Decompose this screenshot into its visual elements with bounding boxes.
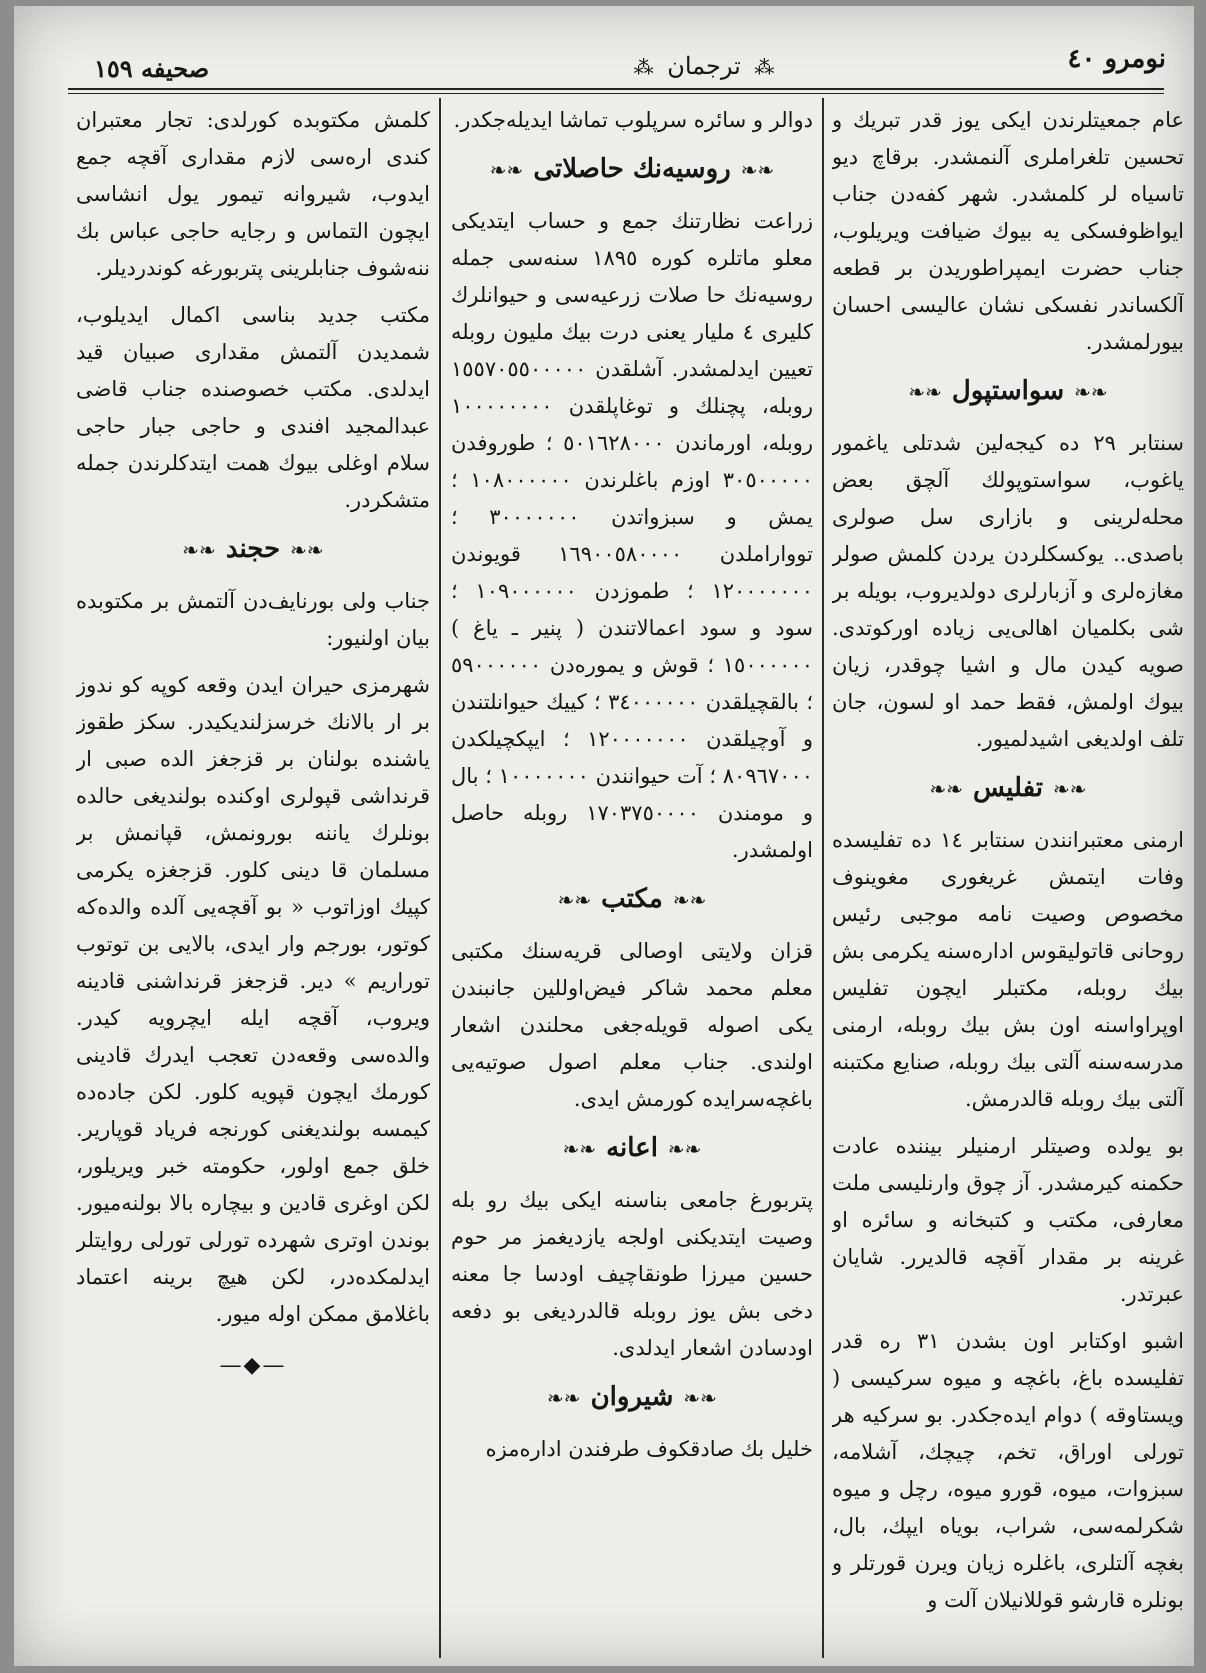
article-continuation: عام جمعیتلرندن ایکی یوز قدر تبریك و تحسین تلغراملری آلنمشدر. برقاچ دیو تاسیاه لر کلمشدر. شهر کفه‌دن جناب ایواظوفسکی یه بیوك ضیافت ویریلوب، جناب حضرت ایمپراطوریدن بر قطعه آلکساندر نفسکی نشان عالیسی احسان بیورلمشدر.: [832, 108, 1184, 354]
article-continuation: دوالر و سائره سرپلوب تماشا ایدیله‌جکدر.: [453, 108, 813, 132]
section-heading-tiflis: [832, 770, 1184, 808]
heading-ornament: ❧❧: [557, 888, 592, 912]
section-heading-shirvan: [451, 1379, 813, 1417]
heading-ornament: ❧❧: [683, 1386, 717, 1410]
newspaper-page: [14, 6, 1194, 1666]
section-heading-russia-production: [451, 151, 813, 189]
section-heading-school: [451, 881, 813, 919]
newspaper-title-text: ترجمان: [667, 52, 741, 80]
heading-text: سواستپول: [951, 376, 1065, 406]
newspaper-title: [584, 52, 824, 80]
column-left: [76, 102, 430, 1652]
heading-ornament: ❧❧: [672, 888, 707, 912]
article-paragraph: بو یولده وصیتلر ارمنیلر بیننده عادت حکمنه کیرمشدر. آز چوق وارنلیسی ملت معارفی، مکتب و کتبخانه و سائره او غرینه بر مقدار آقچه قالدیرر. شایان عبرتدر.: [832, 1134, 1184, 1306]
article-paragraph: پتربورغ جامعی بناسنه ایکی بیك رو بله وصیت ایتدیکنی اولجه یازدیغمز مر حوم حسین میرزا طونقاچیف اودسا جا معنه دخی بش یوز روبله قالدردیغی بو دفعه اودسادن اشعار ایدلدی.: [451, 1188, 813, 1360]
heading-text: اعانه: [606, 1133, 658, 1163]
section-heading-donation: [451, 1130, 813, 1168]
issue-number: نومرو ٤٠: [1067, 44, 1166, 74]
article-paragraph: سنتابر ٢٩ ده کیجه‌لین شدتلی یاغمور یاغوب، سواستوپولك آلچق بعض محله‌لرینی و بازاری سل صولری باصدی.. یوکسکلردن یردن کلمش صولر مغازه‌لری و آزبارلری دولدیروب، بویله بر شی بکلمیان اهالی‌یی زیاده اورکوتدی. صویه کیدن مال و اشیا چوقدر، زیان بیوك اولمش، فقط حمد او لسون، جان تلف اولدیغی اشیدلمیور.: [832, 431, 1184, 751]
header-rule-thin: [68, 93, 1164, 94]
article-paragraph: شهرمزی حیران ایدن وقعه کوپه کو ندوز بر ار بالانك خرسزلندیکیدر. سکز طقوز یاشنده بولنان بر قزجغز الده صبی ار قرنداشی قپولری اوکنده بولندیغی حالده بونلرك یاننه بورونمش، قپانمش بر مسلمان قا دینی کلور. قزجغزه یکرمی کپیك اوزاتوب « بو آقچه‌یی آلده والده‌که کوتور، بورجم وار ایدی، بالایی بن توتوب توراریم » دیر. قزجغز قرنداشنی قادینه ویروب، آقچه ایله ایچرویه کیدر. والده‌سی وقعه‌دن تعجب ایدرك قادینی کورمك ایچون قپویه کلور. لکن جاده‌ده کیمسه بولندیغنی کورنجه فریاد قوپاریر. خلق جمع اولور، حکومته خبر ویریلور، لکن اوغری قادین و بیچاره بالا بولنه‌میور. بوندن اوتری شهرده تورلی تورلی روایتلر ایدلمکده‌در، لکن هیچ برینه اعتماد باغلامق ممکن اوله میور.: [76, 673, 430, 1326]
heading-ornament: ❧❧: [1053, 777, 1087, 801]
heading-ornament: ❧❧: [740, 158, 775, 182]
heading-ornament: ❧❧: [182, 538, 216, 562]
section-heading-khujand: [76, 531, 430, 569]
column-divider: [439, 98, 441, 1658]
heading-ornament: ❧❧: [562, 1137, 597, 1161]
heading-ornament: ❧❧: [547, 1386, 581, 1410]
title-ornament-left: ⁂: [633, 55, 654, 79]
article-continuation: کلمش مکتوبده کورلدی: تجار معتبران کندی اره‌سی لازم مقداری آقچه جمع ایدوب، شیروانه تیمور یول انشاسی ایچون التماس و رجایه حاجی عباس بك ننه‌شوف جنابلرینی پتربورغه کوندردیلر.: [76, 108, 430, 280]
heading-text: تفلیس: [973, 773, 1043, 803]
heading-ornament: ❧❧: [290, 538, 324, 562]
article-paragraph: قزان ولایتی اوصالی قریه‌سنك مکتبی معلم محمد شاکر فیض‌اوللین جانبندن یکی اصوله قویله‌جغی محلندن اشعار اولندی. جناب معلم اصول صوتیه‌یی باغچه‌سرایده کورمش ایدی.: [451, 939, 813, 1111]
section-heading-sevastopol: [832, 373, 1184, 411]
article-paragraph: خلیل بك صادقکوف طرفندن اداره‌مزه: [485, 1437, 813, 1461]
heading-text: مکتب: [601, 884, 663, 914]
heading-ornament: ❧❧: [908, 380, 942, 404]
article-paragraph: مکتب جدید بناسی اکمال ایدیلوب، شمدیدن آلتمش مقداری صبیان قید ایدلدی. مکتب خصوصنده جناب قاضی عبدالمجید افندی و حاجی جبار حاجی سلام اوغلی بیوك همت ایتدکلرندن جمله متشکردر.: [76, 303, 430, 512]
title-ornament-right: ⁂: [754, 55, 775, 79]
masthead: [64, 24, 1166, 86]
article-paragraph: ارمنی معتبرانندن سنتابر ١٤ ده تفلیسده وفات ایتمش غریغوری مغوینوف مخصوص وصیت نامه موجبی رئیس روحانی قاتولیقوس اداره‌سنه یکرمی بش بیك روبله، مکتبلر ایچون تفلیس اوپراواسنه اون بش بیك روبله، ارمنی مدرسه‌سنه آلتی بیك روبله، صنایع مکتبنه آلتی بیك روبله قالدرمش.: [832, 828, 1184, 1111]
article-paragraph: زراعت نظارتنك جمع و حساب ایتدیکی معلو ماتلره کوره ١٨٩٥ سنه‌سی جمله روسیه‌نك حا صلات زرعیه‌سی و حیوانلرك کلیری ٤ ملیار یعنی درت بیك ملیون روبله تعیین ایدلمشدر. آشلقدن ١٥٥٧٠٥٥٠٠٠٠٠ روبله، پچنلك و توغاپلقدن ١٠٠٠٠٠٠٠٠ روبله، اورماندن ٥٠١٦٢٨٠٠٠ ؛ طوروفدن ٣٠٥٠٠٠٠٠ اوزم باغلرندن ١٠٨٠٠٠٠٠٠ ؛ یمش و سبزواتدن ٣٠٠٠٠٠٠٠ ؛ توواراملدن ١٦٩٠٠٥٨٠٠٠٠ قویوندن ١٢٠٠٠٠٠٠٠ ؛ طموزدن ١٠٩٠٠٠٠٠٠ ؛ سود و سود اعمالاتندن ( پنیر ـ یاغ ) ١٥٠٠٠٠٠٠ ؛ قوش و یموره‌دن ٥٩٠٠٠٠٠٠ ؛ بالقچیلقدن ٣٤٠٠٠٠٠٠ ؛ کییك حیوانلتندن و آوچیلقدن ١٢٠٠٠٠٠٠٠ ؛ ایپکچیلکدن ٨٠٩٦٧٠٠٠ ؛ آت حیوانندن ١٠٠٠٠٠٠٠ ؛ بال و مومندن ١٧٠٣٧٥٠٠٠٠ روبله حاصل اولمشدر.: [451, 209, 813, 862]
article-paragraph: اشبو اوکتابر اون بشدن ٣١ ره قدر تفلیسده باغ، باغچه و میوه سرکیسی ( ویستاوقه ) دوام ایده‌جکدر. بو سرکیه هر تورلی اوراق، تخم، چیچك، آشلامه، سبزوات، میوه، قورو میوه، رچل و میوه شکرلمه‌سی، شراب، بویاه ایپك، بال، بغچه آلتلری، باغلره زیان ویرن قورتلر و بونلره قارشو قوللانیلان آلت و: [832, 1329, 1184, 1612]
column-right: [832, 102, 1184, 1652]
header-rule: [68, 88, 1164, 90]
heading-ornament: ❧❧: [1074, 380, 1108, 404]
heading-ornament: ❧❧: [667, 1137, 702, 1161]
heading-ornament: ❧❧: [929, 777, 963, 801]
heading-ornament: ❧❧: [489, 158, 524, 182]
heading-text: روسیه‌نك حاصلاتی: [533, 154, 731, 184]
column-divider: [822, 98, 824, 1658]
page-number: صحیفه ١٥٩: [94, 54, 210, 83]
heading-text: شیروان: [590, 1382, 674, 1412]
article-paragraph: جناب ولی بورنایف‌دن آلتمش بر مکتوبده بیان اولنیور:: [76, 589, 430, 650]
end-divider: —◆—: [219, 1353, 287, 1378]
heading-text: حجند: [225, 534, 281, 564]
column-middle: [451, 102, 813, 1652]
